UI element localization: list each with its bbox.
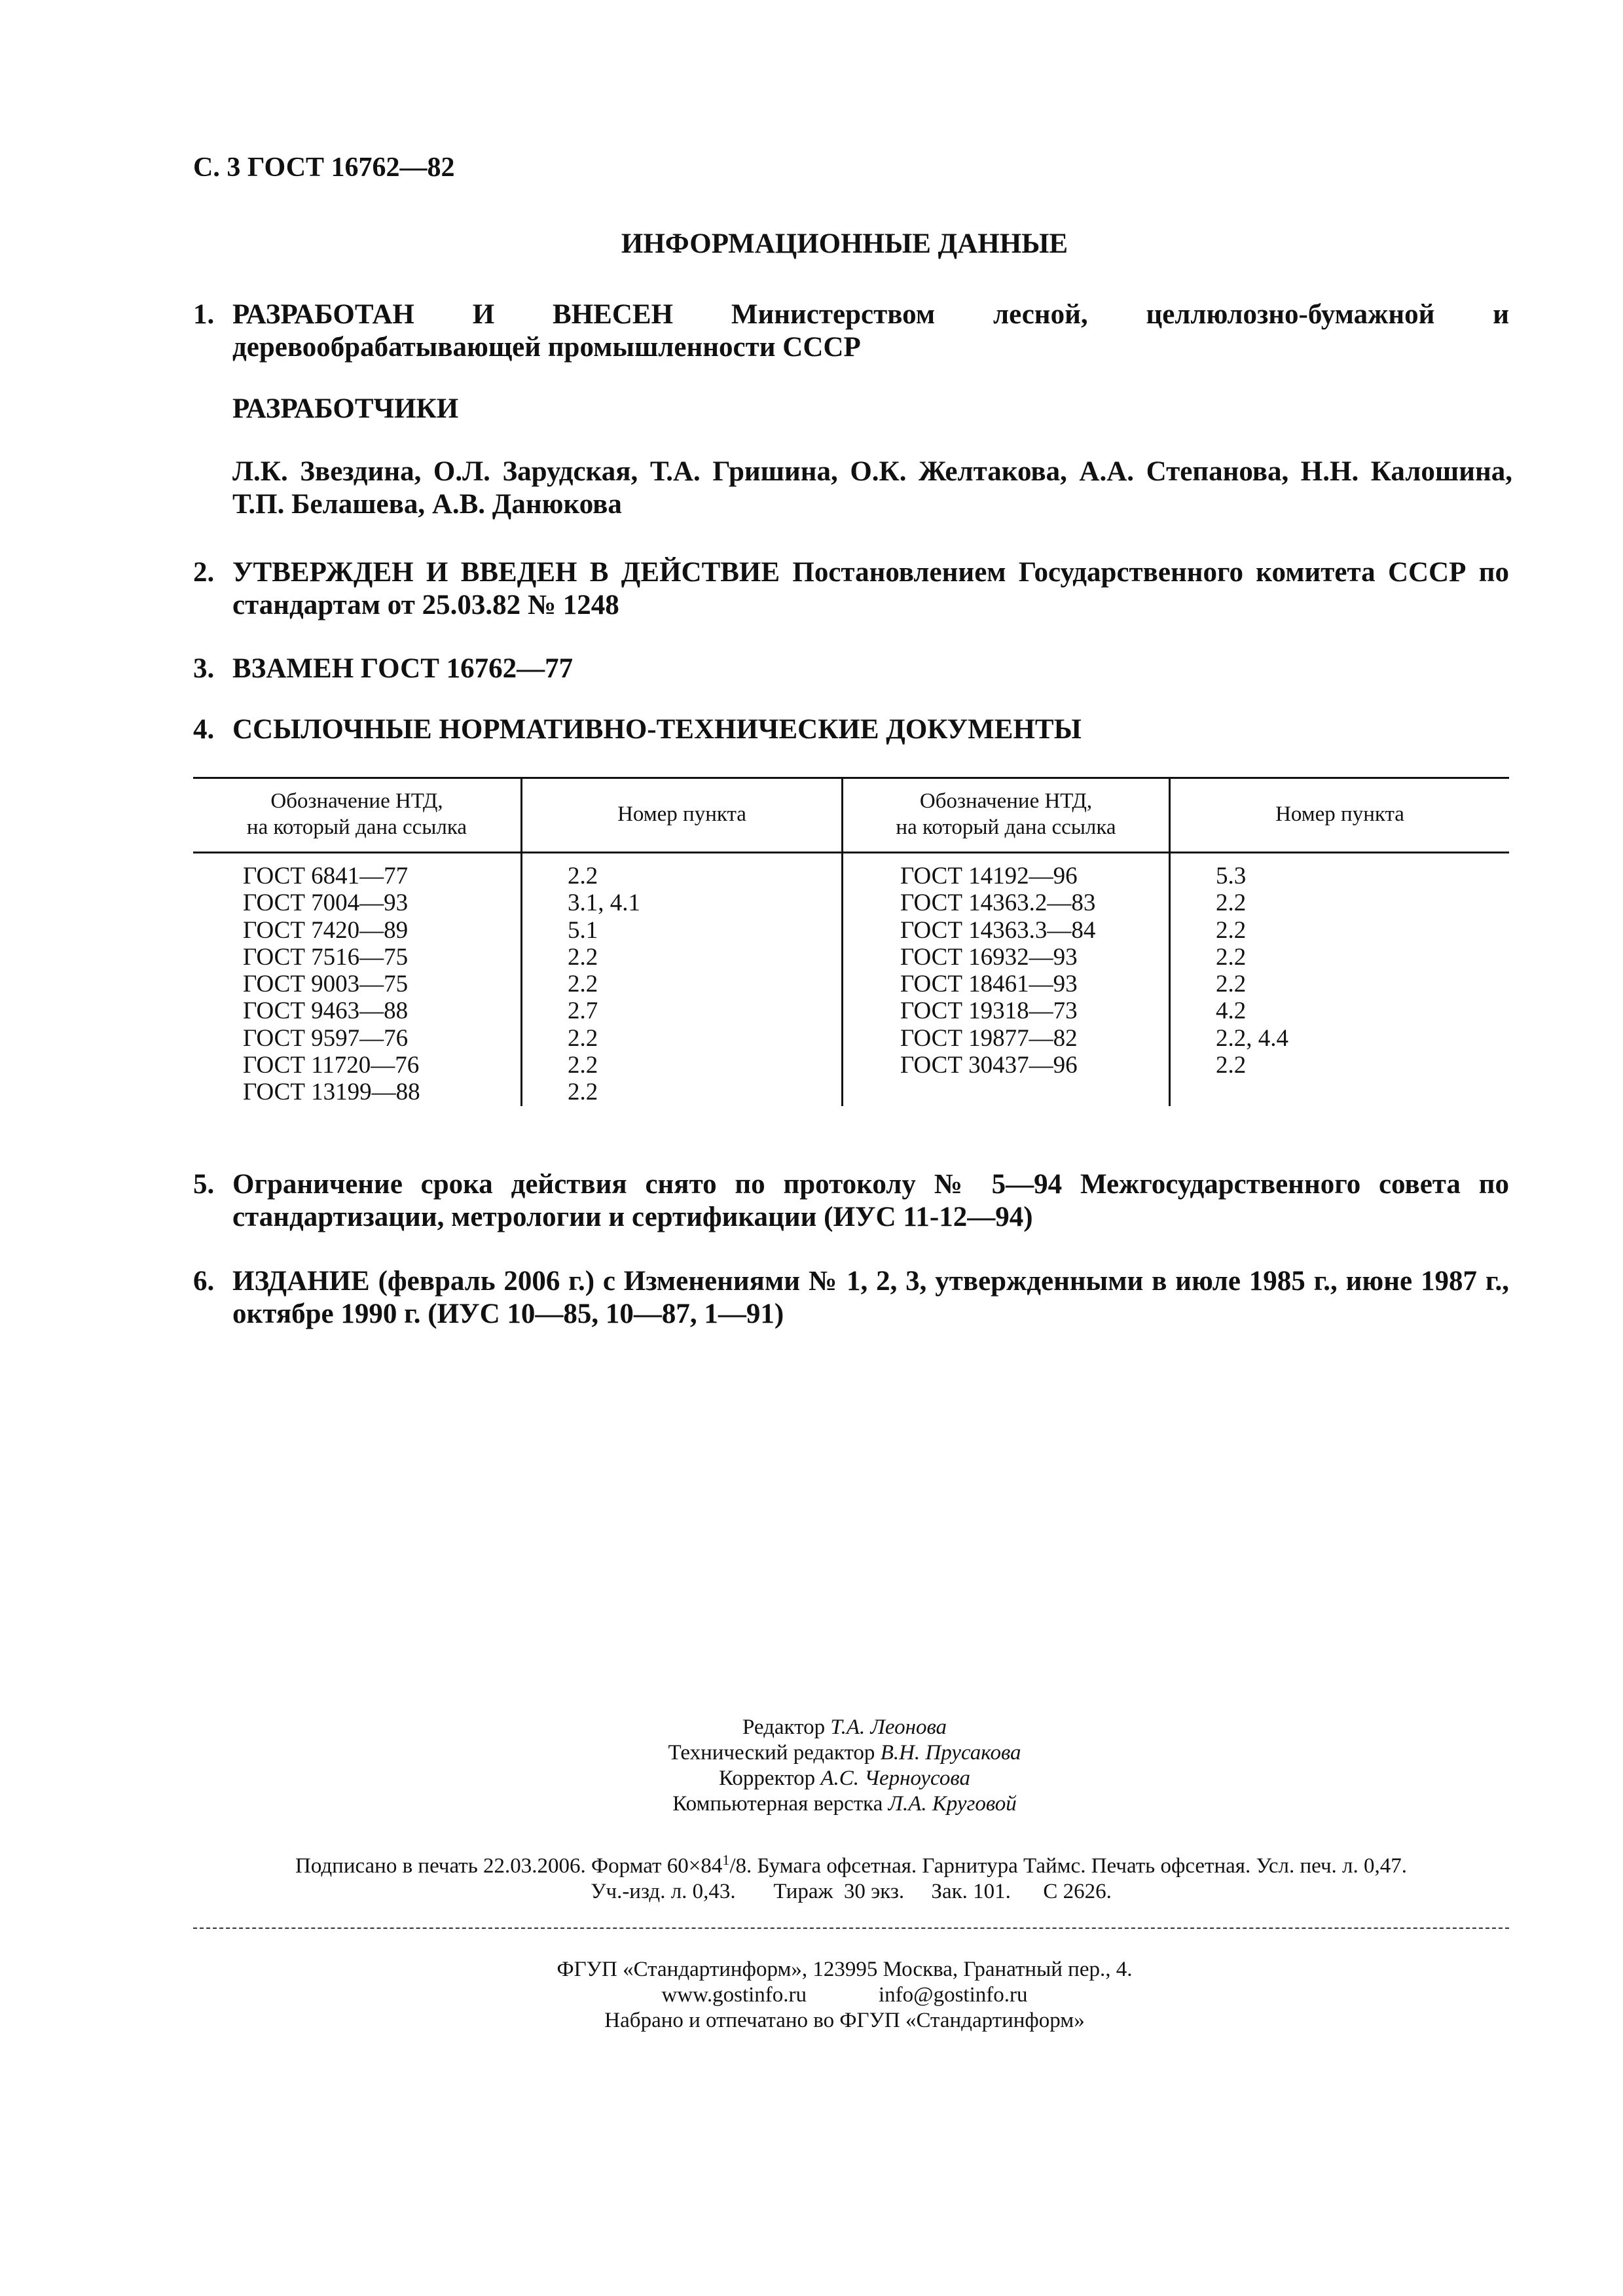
header-line: Обозначение НТД, (919, 789, 1093, 813)
page-header: С. 3 ГОСТ 16762—82 (193, 152, 455, 183)
table-cell: 2.2 (568, 1052, 598, 1079)
credit-editor (0, 1715, 1623, 1740)
credits-block (0, 1715, 1623, 1817)
item-number: 1. (193, 299, 215, 330)
credit-corrector (0, 1766, 1623, 1791)
table-cell: 5.3 (1216, 863, 1247, 889)
left-point-column (568, 863, 640, 1106)
table-cell: ГОСТ 19877—82 (900, 1024, 1078, 1052)
table-cell: ГОСТ 30437—96 (900, 1052, 1078, 1079)
credit-name: Л.А. Круговой (888, 1792, 1017, 1816)
right-doc-column (900, 863, 1095, 1079)
table-cell: ГОСТ 14363.3—84 (900, 916, 1096, 944)
item-number: 5. (193, 1169, 215, 1200)
table-cell: 5.1 (568, 916, 598, 944)
item-text: УТВЕРЖДЕН И ВВЕДЕН В ДЕЙСТВИЕ Постановлением Государственного комитета СССР по стандартам от 25.03.82 № 1248 (232, 557, 1509, 620)
table-cell: ГОСТ 9597—76 (243, 1024, 409, 1052)
credit-label: Корректор (719, 1767, 816, 1790)
table-cell: 2.2 (1216, 1052, 1247, 1079)
header-line: на который дана ссылка (246, 816, 467, 839)
item-4 (193, 713, 1509, 746)
table-cell: 2.2 (1216, 943, 1247, 971)
publisher-footer (0, 1957, 1623, 2034)
item-1 (193, 298, 1509, 364)
table-cell: ГОСТ 9463—88 (243, 997, 409, 1025)
item-3 (193, 653, 1509, 685)
item-text: ССЫЛОЧНЫЕ НОРМАТИВНО-ТЕХНИЧЕСКИЕ ДОКУМЕНТЫ (232, 714, 1082, 745)
item-text: РАЗРАБОТАН И ВНЕСЕН Министерством лесной, целлюлозно-бумажной и деревообрабатывающей промышленности СССР (232, 299, 1509, 363)
page-title: ИНФОРМАЦИОННЫЕ ДАННЫЕ (621, 228, 1068, 259)
credit-layout (0, 1791, 1623, 1817)
print-info (193, 1847, 1509, 1905)
table-cell: 2.2 (568, 1024, 598, 1052)
table-cell: 2.2 (1216, 889, 1247, 917)
item-2 (193, 556, 1509, 622)
table-cell: ГОСТ 6841—77 (243, 863, 409, 889)
credit-name: Т.А. Леонова (830, 1715, 947, 1739)
table-cell: 2.2 (1216, 916, 1247, 944)
header-line: Обозначение НТД, (270, 789, 443, 813)
item-number: 6. (193, 1266, 215, 1297)
table-cell: ГОСТ 7420—89 (243, 916, 409, 944)
references-table (193, 777, 1509, 1106)
print-text: . Бумага офсетная. Гарнитура Таймс. Печать офсетная. Усл. печ. л. 0,47. (746, 1854, 1408, 1878)
credit-name: А.С. Черноусова (820, 1767, 970, 1790)
footer-separator (193, 1928, 1509, 1929)
table-cell: ГОСТ 14363.2—83 (900, 889, 1096, 917)
column-header-point: Номер пункта (1275, 802, 1404, 826)
table-cell: 4.2 (1216, 997, 1247, 1025)
credit-label: Технический редактор (668, 1741, 875, 1765)
table-cell: ГОСТ 14192—96 (900, 863, 1078, 889)
publisher-address: ФГУП «Стандартинформ», 123995 Москва, Гранатный пер., 4. (556, 1958, 1133, 1981)
item-number: 4. (193, 714, 215, 745)
table-cell: ГОСТ 9003—75 (243, 971, 409, 998)
format-fraction-denominator: /8 (729, 1854, 746, 1878)
table-top-rule (193, 777, 1509, 779)
item-5 (193, 1168, 1509, 1234)
column-header-doc (843, 788, 1169, 840)
table-cell: 2.2 (568, 863, 598, 889)
right-point-column (1216, 863, 1288, 1079)
format-fraction-numerator: 1 (722, 1852, 730, 1868)
table-cell: ГОСТ 11720—76 (243, 1052, 420, 1079)
item-number: 3. (193, 653, 215, 684)
item-text: ВЗАМЕН ГОСТ 16762—77 (232, 653, 574, 684)
item-6 (193, 1265, 1509, 1331)
item-text: Ограничение срока действия снято по протоколу № 5—94 Межгосударственного совета по стандартизации, метрологии и сертификации (ИУС 11-12—94) (232, 1169, 1509, 1232)
table-cell: 2.7 (568, 997, 598, 1025)
table-cell: 2.2 (1216, 971, 1247, 998)
column-header-doc (193, 788, 520, 840)
developers-names: Л.К. Звездина, О.Л. Зарудская, Т.А. Гришина, О.К. Желтакова, А.А. Степанова, Н.Н. Калошина, Т.П. Белашева, А.В. Данюкова (232, 456, 1512, 520)
developers-label: РАЗРАБОТЧИКИ (232, 393, 459, 424)
print-info-line2: Уч.-изд. л. 0,43. Тираж 30 экз. Зак. 101. С 2626. (591, 1880, 1112, 1903)
table-cell: 2.2 (568, 943, 598, 971)
table-header-rule (193, 852, 1509, 853)
credit-tech-editor (0, 1740, 1623, 1766)
table-cell: 2.2 (568, 1079, 598, 1106)
item-text: ИЗДАНИЕ (февраль 2006 г.) с Изменениями № 1, 2, 3, утвержденными в июле 1985 г., июне 1987 г., октябре 1990 г. (ИУС 10—85, 10—87, 1—91) (232, 1266, 1509, 1329)
table-cell: ГОСТ 13199—88 (243, 1079, 420, 1106)
table-cell: ГОСТ 7516—75 (243, 943, 409, 971)
table-cell: 2.2, 4.4 (1216, 1024, 1288, 1052)
credit-label: Компьютерная верстка (672, 1792, 883, 1816)
website-link[interactable]: www.gostinfo.ru (661, 1983, 807, 2007)
item-number: 2. (193, 557, 215, 588)
header-line: на который дана ссылка (896, 816, 1116, 839)
table-cell: 2.2 (568, 971, 598, 998)
credit-label: Редактор (742, 1715, 826, 1739)
table-cell: ГОСТ 16932—93 (900, 943, 1078, 971)
table-cell: 3.1, 4.1 (568, 889, 640, 917)
credit-name: В.Н. Прусакова (880, 1741, 1021, 1765)
column-header-point: Номер пункта (617, 802, 746, 826)
publisher-contacts (0, 1982, 1623, 2008)
table-cell: ГОСТ 18461—93 (900, 971, 1078, 998)
table-cell: ГОСТ 19318—73 (900, 997, 1078, 1025)
left-doc-column (243, 863, 420, 1106)
print-text: Подписано в печать 22.03.2006. Формат 60×84 (295, 1854, 723, 1878)
print-info-line1 (193, 1847, 1509, 1879)
table-cell: ГОСТ 7004—93 (243, 889, 409, 917)
printed-by: Набрано и отпечатано во ФГУП «Стандартинформ» (604, 2009, 1085, 2032)
email-link[interactable]: info@gostinfo.ru (879, 1983, 1028, 2007)
